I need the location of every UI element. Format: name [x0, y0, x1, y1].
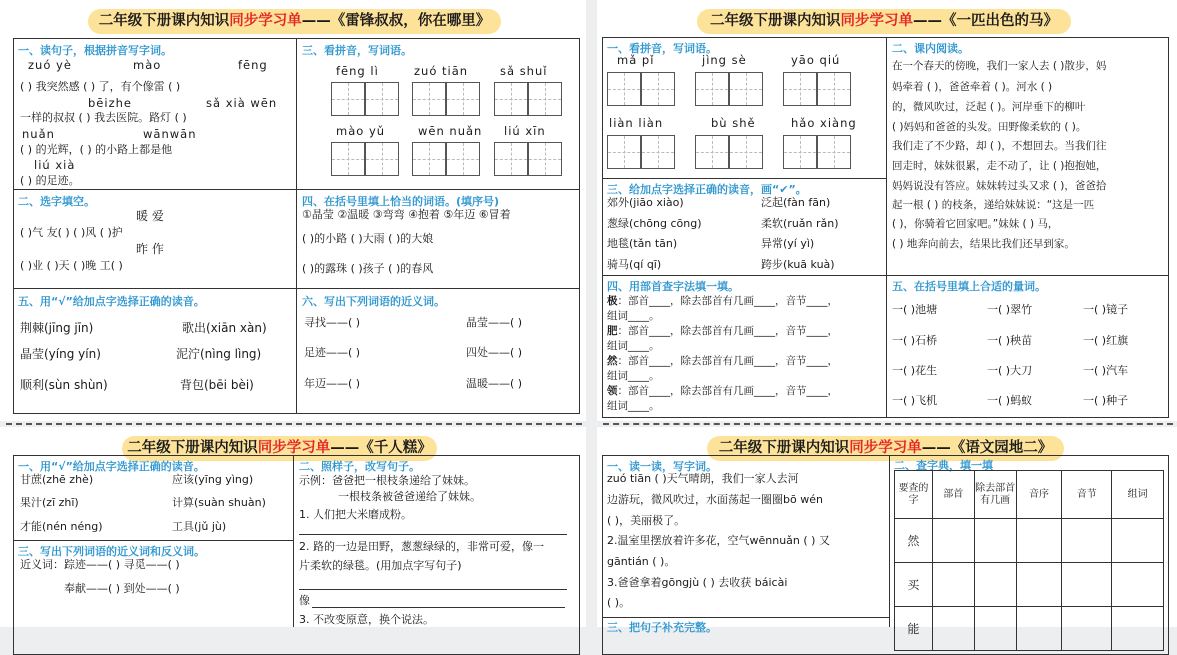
section-header: 三、把句子补充完整。	[607, 621, 717, 634]
table-header: 音序	[1016, 471, 1062, 519]
passage-line: 妈妈说没有答应。妹妹转过头又求 ( )，爸爸拾	[892, 180, 1107, 192]
question: 2. 路的一边是田野，葱葱绿绿的，非常可爱，像一	[299, 540, 544, 553]
lookup-char: 极	[607, 295, 618, 307]
writing-grid[interactable]	[783, 72, 817, 106]
lookup-line: 组词____。	[607, 340, 660, 352]
section-header: 五、在括号里填上合适的量词。	[892, 280, 1046, 293]
worksheet-title: 二年级下册课内知识同步学习单——《雷锋叔叔，你在哪里》	[88, 9, 501, 34]
answer-line[interactable]	[299, 534, 567, 535]
writing-grid[interactable]	[607, 72, 641, 106]
writing-grid[interactable]	[331, 142, 365, 176]
reading-choice: 歌出(xiān xàn)	[182, 321, 267, 335]
reading-choice: 泥泞(nìng lìng)	[176, 347, 262, 361]
choice-words: 昨 作	[136, 242, 164, 256]
sentence-line: ( ) 的光辉，( ) 的小路上都是他	[20, 143, 173, 156]
writing-grid[interactable]	[695, 72, 729, 106]
writing-grid[interactable]	[607, 135, 641, 169]
pinyin: zuó yè	[28, 58, 72, 72]
section-header: 六、写出下列词语的近义词。	[302, 295, 445, 308]
reading-choice: 骑马(qí qī)	[607, 258, 662, 271]
synonym-line: 近义词：踪迹——( ) 寻觅——( )	[20, 558, 180, 571]
reading-choice: 异常(yí yì)	[761, 237, 815, 250]
writing-grid[interactable]	[494, 142, 528, 176]
measure-word-item: 一( )大刀	[987, 364, 1033, 377]
section-header: 一、用“√”给加点字选择正确的读音。	[18, 460, 205, 473]
table-row	[895, 563, 1164, 607]
section-header: 三、给加点字选择正确的读音，画“✔”。	[607, 183, 807, 196]
writing-grid[interactable]	[528, 142, 562, 176]
lookup-line: ：部首____，除去部首有几画____，音节____，	[617, 355, 838, 367]
reading-choice: 应该(yīng yìng)	[172, 473, 254, 486]
reading-choice: 郊外(jiāo xiào)	[607, 196, 684, 209]
measure-word-item: 一( )汽车	[1083, 364, 1129, 377]
passage-line: 起一根 ( ) 的枝条，递给妹妹说：“这是一匹	[892, 199, 1095, 211]
sentence-line: ( ) 我突然感 ( ) 了，有个像雷 ( )	[20, 80, 181, 93]
table-row	[895, 519, 1164, 563]
reading-choice: 荆棘(jīng jīn)	[20, 321, 94, 335]
writing-grid[interactable]	[729, 72, 763, 106]
writing-grid[interactable]	[331, 82, 365, 116]
writing-grid[interactable]	[817, 135, 851, 169]
synonym-item: 寻找——( )	[304, 316, 361, 329]
reading-choice: 工具(jǔ jù)	[172, 520, 227, 533]
section-header: 二、查字典，填一填	[894, 459, 993, 472]
measure-word-item: 一( )镜子	[1083, 303, 1129, 316]
pinyin: zuó tiān	[414, 64, 469, 78]
writing-grid[interactable]	[365, 82, 399, 116]
synonym-item: 温暖——( )	[466, 377, 523, 390]
pinyin: sǎ xià wēn	[206, 96, 278, 110]
lookup-line: 组词____。	[607, 310, 660, 322]
question: 片柔软的绿毯。(用加点字写句子)	[299, 559, 462, 572]
section-divider	[603, 423, 1173, 425]
worksheet-title: 二年级下册课内知识同步学习单——《千人糕》	[122, 436, 437, 461]
passage-line: zuó tiān ( )天气晴朗，我们一家人去河	[607, 472, 799, 485]
section-header: 五、用“√”给加点字选择正确的读音。	[18, 295, 205, 308]
reading-choice: 计算(suàn shuàn)	[172, 496, 266, 509]
measure-word-item: 一( )秧苗	[987, 334, 1033, 347]
writing-grid[interactable]	[365, 142, 399, 176]
passage-line: 妈牵着 ( )，爸爸牵着 ( )。河水 ( )	[892, 81, 1053, 93]
dictionary-table	[894, 470, 1164, 651]
pinyin: bù shě	[711, 116, 756, 130]
section-header: 一、读一读，写字词。	[607, 460, 717, 473]
section-divider	[6, 423, 582, 425]
passage-line: ( )，你骑着它回家吧。”妹妹 ( ) 马，	[892, 218, 1059, 230]
worksheet-qianrengao	[0, 427, 586, 627]
writing-grid[interactable]	[729, 135, 763, 169]
pinyin: jìng sè	[702, 53, 747, 67]
worksheet-yuwenyuandi	[597, 427, 1177, 636]
question: 1. 人们把大米磨成粉。	[299, 508, 412, 521]
writing-grid[interactable]	[528, 82, 562, 116]
writing-grid[interactable]	[783, 135, 817, 169]
pinyin: mào	[133, 58, 162, 72]
section-header: 三、写出下列词语的近义词和反义词。	[18, 545, 205, 558]
question: 3. 不改变原意，换个说法。	[299, 613, 434, 626]
sentence-line: 一样的叔叔 ( ) 我去医院。路灯 ( )	[20, 111, 187, 124]
reading-choice: 晶莹(yíng yín)	[20, 347, 101, 361]
pinyin: mǎ pǐ	[617, 53, 655, 67]
passage-line: 3.爸爸拿着gōngjù ( ) 去收获 báicài	[607, 576, 788, 589]
section-header: 二、照样子，改写句子。	[299, 460, 420, 473]
fill-line: ( )业 ( )天 ( )晚 工( )	[20, 259, 123, 272]
worksheet-title: 二年级下册课内知识同步学习单——《语文园地二》	[707, 436, 1064, 461]
pinyin: fēng	[238, 58, 268, 72]
pinyin: mào yǔ	[336, 124, 386, 138]
measure-word-item: 一( )花生	[892, 364, 938, 377]
reading-choice: 地毯(tǎn tān)	[607, 237, 678, 250]
measure-word-item: 一( )翠竹	[987, 303, 1033, 316]
writing-grid[interactable]	[412, 142, 446, 176]
reading-choice: 跨步(kuā kuà)	[761, 258, 835, 271]
table-header: 组词	[1112, 471, 1164, 519]
lookup-line: ：部首____，除去部首有几画____，音节____，	[617, 385, 838, 397]
pinyin: liú xià	[34, 158, 76, 172]
pinyin: nuǎn	[22, 127, 55, 141]
table-cell: 然	[895, 519, 933, 563]
section-header: 三、看拼音，写词语。	[302, 44, 412, 57]
pinyin: hǎo xiàng	[791, 116, 857, 130]
fill-line: ( )气 友( ) ( )风 ( )护	[20, 226, 123, 239]
pinyin: wēn nuǎn	[418, 124, 483, 138]
lookup-line: 组词____。	[607, 370, 660, 382]
synonym-item: 足迹——( )	[304, 346, 361, 359]
section-header: 一、看拼音，写词语。	[607, 42, 717, 55]
table-header: 要查的字	[895, 471, 933, 519]
reading-choice: 柔软(ruǎn rǎn)	[761, 217, 839, 230]
reading-choice: 葱绿(chōng cōng)	[607, 217, 702, 230]
lookup-line: ：部首____，除去部首有几画____，音节____，	[617, 325, 838, 337]
passage-line: 在一个春天的傍晚，我们一家人去 ( )散步，妈	[892, 60, 1107, 72]
measure-word-item: 一( )蚂蚁	[987, 394, 1033, 407]
question: 像	[299, 594, 310, 607]
lookup-line: ：部首____，除去部首有几画____，音节____，	[617, 295, 838, 307]
section-header: 二、选字填空。	[18, 195, 95, 208]
table-row	[895, 607, 1164, 651]
synonym-item: 晶莹——( )	[466, 316, 523, 329]
passage-line: gāntián ( )。	[607, 555, 676, 568]
reading-choice: 才能(nén néng)	[20, 520, 103, 533]
writing-grid[interactable]	[494, 82, 528, 116]
worksheet-title: 二年级下册课内知识同步学习单——《一匹出色的马》	[697, 9, 1071, 34]
fill-line: ( )的露珠 ( )孩子 ( )的春风	[302, 262, 434, 275]
measure-word-item: 一( )池塘	[892, 303, 938, 316]
section-header: 四、用部首查字法填一填。	[607, 280, 739, 293]
table-header: 部首	[932, 471, 974, 519]
writing-grid[interactable]	[641, 135, 675, 169]
reading-choice: 顺利(sùn shùn)	[20, 378, 108, 392]
measure-word-item: 一( )飞机	[892, 394, 938, 407]
writing-grid[interactable]	[817, 72, 851, 106]
lookup-char: 肥	[607, 325, 618, 337]
example-sentence: 示例：爸爸把一根枝条递给了妹妹。	[299, 474, 475, 487]
option-list: ①晶莹 ②温暖 ③弯弯 ④抱着 ⑤年迈 ⑥冒着	[302, 208, 511, 221]
passage-line: 边游玩，微风吹过，水面荡起一圈圈bō wén	[607, 493, 823, 506]
measure-word-item: 一( )种子	[1083, 394, 1129, 407]
passage-line: ( ) 地奔向前去，结果比我们还早到家。	[892, 238, 1075, 250]
pinyin: yāo qiú	[791, 53, 841, 67]
worksheet-leifeng	[0, 0, 586, 421]
lookup-line: 组词____。	[607, 400, 660, 412]
pinyin: wānwān	[143, 127, 197, 141]
measure-word-item: 一( )红旗	[1083, 334, 1129, 347]
worksheet-horse	[597, 0, 1177, 421]
section-header: 四、在括号里填上恰当的词语。(填序号)	[302, 195, 500, 208]
passage-line: 2.温室里摆放着许多花，空气wēnnuǎn ( ) 又	[607, 534, 830, 547]
reading-choice: 甘蔗(zhē zhè)	[20, 473, 94, 486]
reading-choice: 背包(bēi bèi)	[180, 378, 254, 392]
synonym-line: 奉献——( ) 到处——( )	[64, 582, 180, 595]
writing-grid[interactable]	[695, 135, 729, 169]
passage-line: 回走时，妹妹很累，走不动了，让 ( )抱抱她，	[892, 160, 1107, 172]
passage-line: 的，微风吹过，泛起 ( )。河岸垂下的柳叶	[892, 101, 1086, 113]
answer-line[interactable]	[312, 607, 565, 608]
writing-grid[interactable]	[446, 142, 480, 176]
example-sentence: 一根枝条被爸爸递给了妹妹。	[338, 490, 481, 503]
pinyin: bēizhe	[88, 96, 132, 110]
passage-line: ( )。	[607, 596, 631, 609]
answer-line[interactable]	[299, 589, 567, 590]
passage-line: ( )妈妈和爸爸的头发。田野像柔软的 ( )。	[892, 121, 1087, 133]
passage-line: ( )，美丽极了。	[607, 514, 686, 527]
synonym-item: 四处——( )	[466, 346, 523, 359]
writing-grid[interactable]	[446, 82, 480, 116]
writing-grid[interactable]	[412, 82, 446, 116]
lookup-char: 然	[607, 355, 618, 367]
measure-word-item: 一( )石桥	[892, 334, 938, 347]
pinyin: liàn liàn	[609, 116, 664, 130]
choice-words: 暖 爱	[136, 209, 164, 223]
table-header: 音节	[1062, 471, 1112, 519]
passage-line: 我们走了不少路，却 ( )，不想回去。当我们往	[892, 140, 1107, 152]
table-cell: 能	[895, 607, 933, 651]
table-cell: 买	[895, 563, 933, 607]
lookup-char: 领	[607, 385, 618, 397]
section-header: 一、读句子，根据拼音写字词。	[18, 44, 172, 57]
pinyin: sǎ shuǐ	[500, 64, 548, 78]
section-header: 二、课内阅读。	[892, 42, 969, 55]
sentence-line: ( ) 的足迹。	[20, 174, 80, 187]
pinyin: fēng lì	[336, 64, 379, 78]
pinyin: liú xīn	[504, 124, 546, 138]
reading-choice: 泛起(fàn fān)	[761, 196, 831, 209]
fill-line: ( )的小路 ( )大雨 ( )的大娘	[302, 232, 434, 245]
table-header: 除去部首有几画	[974, 471, 1016, 519]
synonym-item: 年迈——( )	[304, 377, 361, 390]
writing-grid[interactable]	[641, 72, 675, 106]
reading-choice: 果汁(zī zhī)	[20, 496, 79, 509]
